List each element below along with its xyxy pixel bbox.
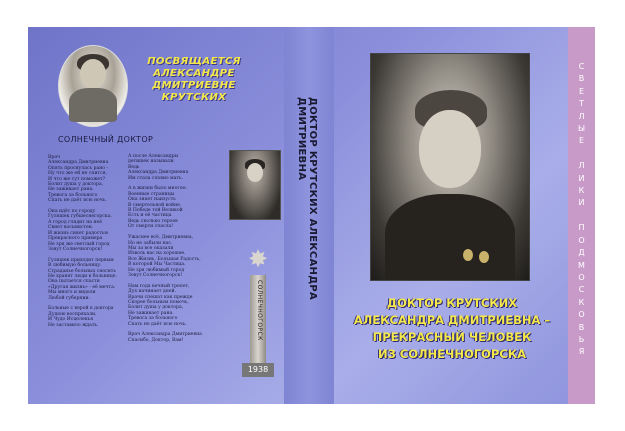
monument-text: СОЛНЕЧНОГОРСК: [256, 280, 263, 341]
series-letter: И: [578, 173, 585, 183]
series-letter: В: [578, 322, 585, 332]
front-title-line-1: ДОКТОР КРУТСКИХ: [386, 296, 518, 310]
main-portrait-photo: [370, 53, 530, 281]
series-letter: К: [578, 186, 585, 196]
solnechnogorsk-monument: [238, 237, 278, 387]
series-letter: [568, 210, 595, 222]
monument-year: 1938: [242, 363, 274, 377]
series-strip: [568, 27, 595, 404]
series-letter: Л: [578, 111, 585, 121]
portrait-face: [80, 59, 106, 89]
series-letter: С: [578, 285, 585, 295]
series-title: [568, 61, 595, 359]
series-letter: Д: [578, 248, 585, 258]
front-cover: [334, 27, 566, 404]
series-letter: М: [578, 260, 585, 270]
series-letter: С: [578, 62, 585, 71]
front-title-line-4: ИЗ СОЛНЕЧНОГОРСКА: [377, 347, 526, 361]
medal-icon: [479, 251, 489, 263]
oval-portrait-photo: [58, 45, 128, 127]
series-letter: Л: [578, 161, 585, 171]
poem-column-2: А после Александры детишек называли Ведь Александра Дмитриевна Им стала словно мать. А в жизни было многое: Военные страницы Она знает наизусть В смертельной войне, В Победе той Великой Есть и её частица Ведь сколько героев От смерти спасла! Ужаснее всё, Дмитриевна, Но не забыли нас. Мы за все оказали Изволь вас на хорошее. Все Жизнь, Большая Радость, В которой Мы Частица. Не зря любимый город Зовут Солнечногорск! Нам года вечный трепет, Дух начинает дней. Врачи спешат как прежде Скорее больным помочь, Болит душа у доктора, Не заживает рана. Тревога за больного Спать не даёт всю ночь. Врач Александра Дмитриевна Спасибо, Доктор, Вам!: [128, 154, 202, 343]
sun-star-icon: ✸: [247, 245, 269, 273]
series-letter: Ы: [577, 124, 586, 134]
series-letter: В: [578, 74, 585, 84]
portrait-body: [69, 88, 117, 122]
series-letter: П: [578, 223, 585, 233]
series-letter: Е: [578, 136, 585, 146]
monument-pillar: [250, 275, 266, 363]
wartime-portrait-photo: [229, 150, 281, 220]
back-cover: [28, 27, 278, 404]
series-letter: О: [578, 272, 585, 282]
spine-title: ДОКТОР КРУТСКИХ АЛЕКСАНДРА ДМИТРИЕВНА: [296, 97, 318, 301]
wartime-portrait-face: [247, 163, 263, 182]
front-title-line-3: ПРЕКРАСНЫЙ ЧЕЛОВЕК: [372, 330, 532, 344]
poem-title: СОЛНЕЧНЫЙ ДОКТОР: [58, 135, 154, 144]
medal-icon: [463, 249, 473, 261]
dedication-heading: ПОСВЯЩАЕТСЯ АЛЕКСАНДРЕ ДМИТРИЕВНЕ КРУТСКИХ: [147, 56, 241, 103]
series-letter: И: [578, 198, 585, 208]
series-letter: К: [578, 297, 585, 307]
series-letter: Ь: [578, 334, 585, 344]
front-title: [326, 295, 578, 363]
series-letter: Я: [578, 347, 585, 357]
poem-column-1: Врач Александра Дмитриевна Опять проснулась рано - Ну что же ей не спится, И что же тут поможет? Болит душа у доктора, Не заживает рана. Тревога за больного Спать не даёт всю ночь. Она идёт по городу Гуляшек губшеснегорска. А город глядит на неё Свиет восьмистен. И жизнь сияет радостью Прекрасного примера Не зря же светлый город Зовут Солнечногорск! Гуляшек приходит первым В любимую больницу. Страданье больных сносить Не хранят люди в больнице. Она пытается спасти «Другая жизнь» - её мечта. Мы много и видели Любой губернии. Больные с верой в доктора Душою воспряхали, И Чудо Исцеленья Не заставило ждать.: [48, 155, 117, 328]
series-letter: Т: [579, 99, 584, 109]
front-title-line-2: АЛЕКСАНДРА ДМИТРИЕВНА –: [353, 313, 551, 327]
book-cover: [28, 27, 595, 404]
series-letter: О: [578, 310, 585, 320]
series-letter: [568, 148, 595, 160]
main-portrait-face: [419, 110, 481, 188]
portrait-jacket: [385, 194, 515, 280]
series-letter: Е: [578, 86, 585, 96]
series-letter: О: [578, 235, 585, 245]
